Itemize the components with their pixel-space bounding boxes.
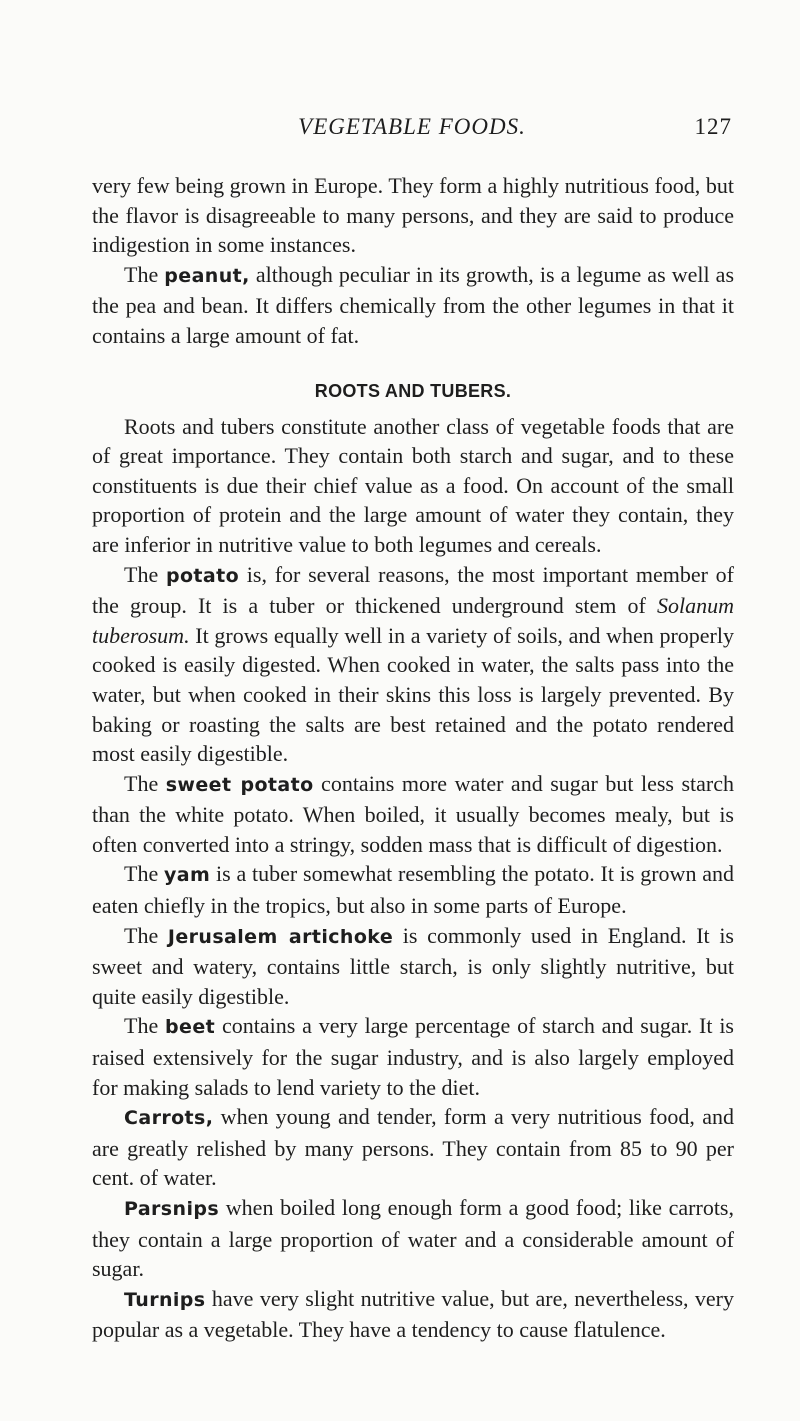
body-text — [92, 171, 734, 1345]
paragraph-lead: The — [124, 770, 166, 796]
paragraph-yam — [92, 859, 734, 920]
paragraph-text: contains more water and sugar but less starch than the white potato. When boiled, it usually becomes mealy, but is often converted into a stringy, sodden mass that is difficult of digestion. — [92, 770, 735, 857]
paragraph-text: when young and tender, form a very nutritious food, and are greatly relished by many persons. They contain from 85 to 90 per cent. of water. — [92, 1104, 734, 1191]
paragraph-text: when boiled long enough form a good food; like carrots, they contain a large proportion of water and a considerable amount of sugar. — [92, 1195, 734, 1282]
term-parsnips: Parsnips — [124, 1198, 220, 1220]
section-heading: ROOTS AND TUBERS. — [314, 380, 512, 401]
paragraph-lead: The — [124, 861, 164, 887]
term-beet: beet — [165, 1016, 216, 1039]
term-potato: potato — [165, 564, 240, 587]
paragraph-peanut — [92, 260, 734, 351]
paragraph-text: is commonly used in England. It is sweet and watery, contains little starch, is only slightly nutritive, but quite easily digestible. — [92, 922, 734, 1009]
paragraph-lead: The — [124, 261, 165, 287]
paragraph-text: It grows equally well in a variety of soils, and when properly cooked is easily digested. When cooked in water, the salts pass into the water, but when cooked in their skins this loss is largely prevented. By baking or roasting the salts are best retained and the potato rendered most easily digestible. — [92, 622, 734, 767]
paragraph-artichoke — [92, 921, 734, 1012]
paragraph-continuation: very few being grown in Europe. They form a highly nutritious food, but the flavor is disagreeable to many persons, and they are said to produce indigestion in some instances. — [92, 173, 734, 258]
species-name: Solanum tuberosum. — [92, 593, 734, 648]
paragraph-text: is a tuber somewhat resembling the potato. It is grown and eaten chiefly in the tropics, but also in some parts of Europe. — [92, 861, 734, 919]
running-title: VEGETABLE FOODS. — [298, 114, 526, 139]
paragraph-turnips — [92, 1284, 734, 1345]
paragraph-potato — [92, 560, 734, 769]
paragraph-carrots — [92, 1102, 734, 1193]
running-head — [92, 114, 732, 150]
paragraph-beet — [92, 1011, 734, 1102]
paragraph-text: have very slight nutritive value, but are, nevertheless, very popular as a vegetable. They have a tendency to cause flatulence. — [92, 1285, 734, 1343]
term-peanut: peanut, — [164, 264, 250, 287]
term-yam: yam — [164, 864, 211, 887]
paragraph-text: although peculiar in its growth, is a legume as well as the pea and bean. It differs chemically from the other legumes in that it contains a large amount of fat. — [92, 261, 735, 348]
paragraph-lead: The — [124, 561, 166, 587]
paragraph-lead: The — [124, 922, 168, 948]
term-turnips: Turnips — [124, 1288, 206, 1311]
term-jerusalem-artichoke: Jerusalem artichoke — [167, 925, 394, 948]
term-carrots: Carrots, — [124, 1107, 214, 1130]
paragraph-text: contains a very large percentage of starch and sugar. It is raised extensively for the sugar industry, and is also largely employed for making salads to lend variety to the diet. — [92, 1013, 734, 1100]
paragraph-lead: The — [124, 1013, 166, 1039]
paragraph-sweet-potato — [92, 769, 734, 860]
paragraph-parsnips — [92, 1193, 734, 1284]
paragraph-roots-intro: Roots and tubers constitute another class of vegetable foods that are of great importance. They contain both starch and sugar, and to these constituents is due their chief value as a food. On account of the small proportion of protein and the large amount of water they contain, they are inferior in nutritive value to both legumes and cereals. — [92, 413, 734, 557]
term-sweet-potato: sweet potato — [165, 773, 314, 796]
page-number: 127 — [694, 114, 732, 139]
paragraph-text: is, for several reasons, the most important member of the group. It is a tuber or thickened underground stem of — [92, 561, 734, 619]
